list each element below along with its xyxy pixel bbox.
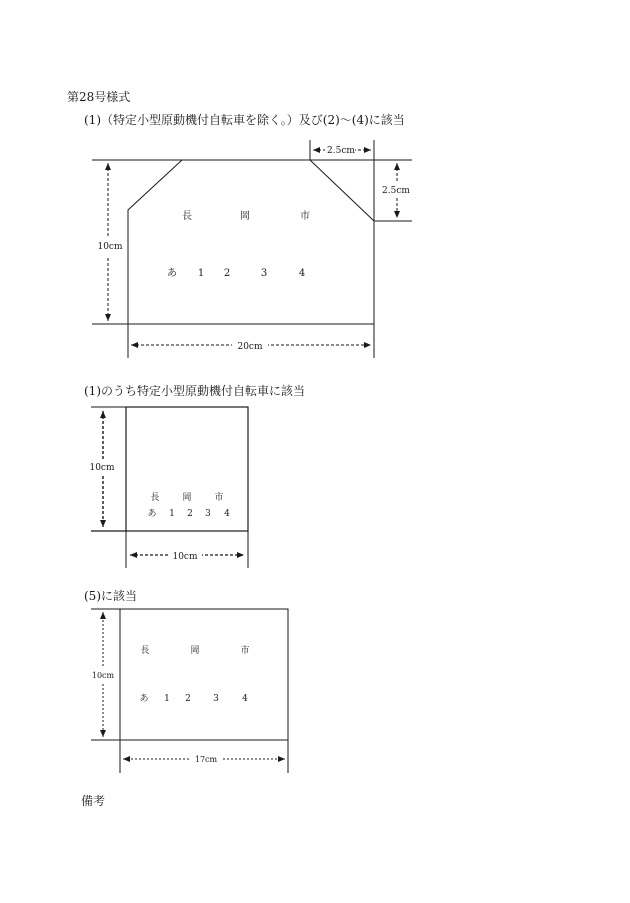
city-char: 長 — [182, 211, 192, 222]
plate-char: 3 — [213, 694, 219, 704]
diagram-small-mobility-plate — [91, 407, 248, 568]
section3-caption: (5)に該当 — [84, 589, 137, 603]
plate-char: 2 — [187, 509, 193, 519]
corner-h-label: 2.5cm — [327, 146, 355, 156]
plate-char: 3 — [260, 268, 268, 279]
plate-char: 1 — [164, 694, 170, 704]
section2-caption: (1)のうち特定小型原動機付自転車に該当 — [84, 384, 305, 398]
plate-char: あ — [139, 694, 149, 704]
city-char: 市 — [240, 646, 250, 656]
section1-caption: (1)（特定小型原動機付自転車を除く。）及び(2)～(4)に該当 — [84, 113, 405, 127]
plate-outline — [128, 160, 374, 324]
plate-char: 1 — [169, 509, 175, 519]
plate-char: 4 — [224, 509, 230, 519]
remarks-label: 備考 — [81, 794, 106, 808]
city-char: 市 — [214, 493, 224, 503]
diagram-standard-plate — [92, 140, 412, 358]
plate-char: 1 — [197, 268, 205, 279]
plate-char: 3 — [205, 509, 211, 519]
plate-char: 4 — [298, 268, 306, 279]
corner-v-label: 2.5cm — [382, 186, 410, 196]
plate-char: あ — [167, 268, 177, 279]
width-label: 10cm — [172, 552, 198, 562]
diagram-special-plate — [91, 609, 288, 773]
width-label: 20cm — [237, 342, 263, 352]
height-label: 10cm — [97, 242, 123, 252]
city-char: 岡 — [190, 646, 200, 656]
city-char: 長 — [150, 493, 160, 503]
plate-char: 2 — [223, 268, 231, 279]
plate-char: あ — [147, 509, 157, 519]
height-label: 10cm — [91, 671, 115, 680]
plate-char: 2 — [185, 694, 191, 704]
city-char: 長 — [140, 646, 150, 656]
width-label: 17cm — [194, 755, 218, 764]
city-char: 岡 — [240, 211, 250, 222]
plate-char: 4 — [242, 694, 248, 704]
plate-outline — [120, 609, 288, 740]
city-char: 岡 — [182, 493, 192, 503]
height-label: 10cm — [89, 463, 115, 473]
form-number: 第28号様式 — [67, 90, 131, 104]
city-char: 市 — [300, 211, 310, 222]
